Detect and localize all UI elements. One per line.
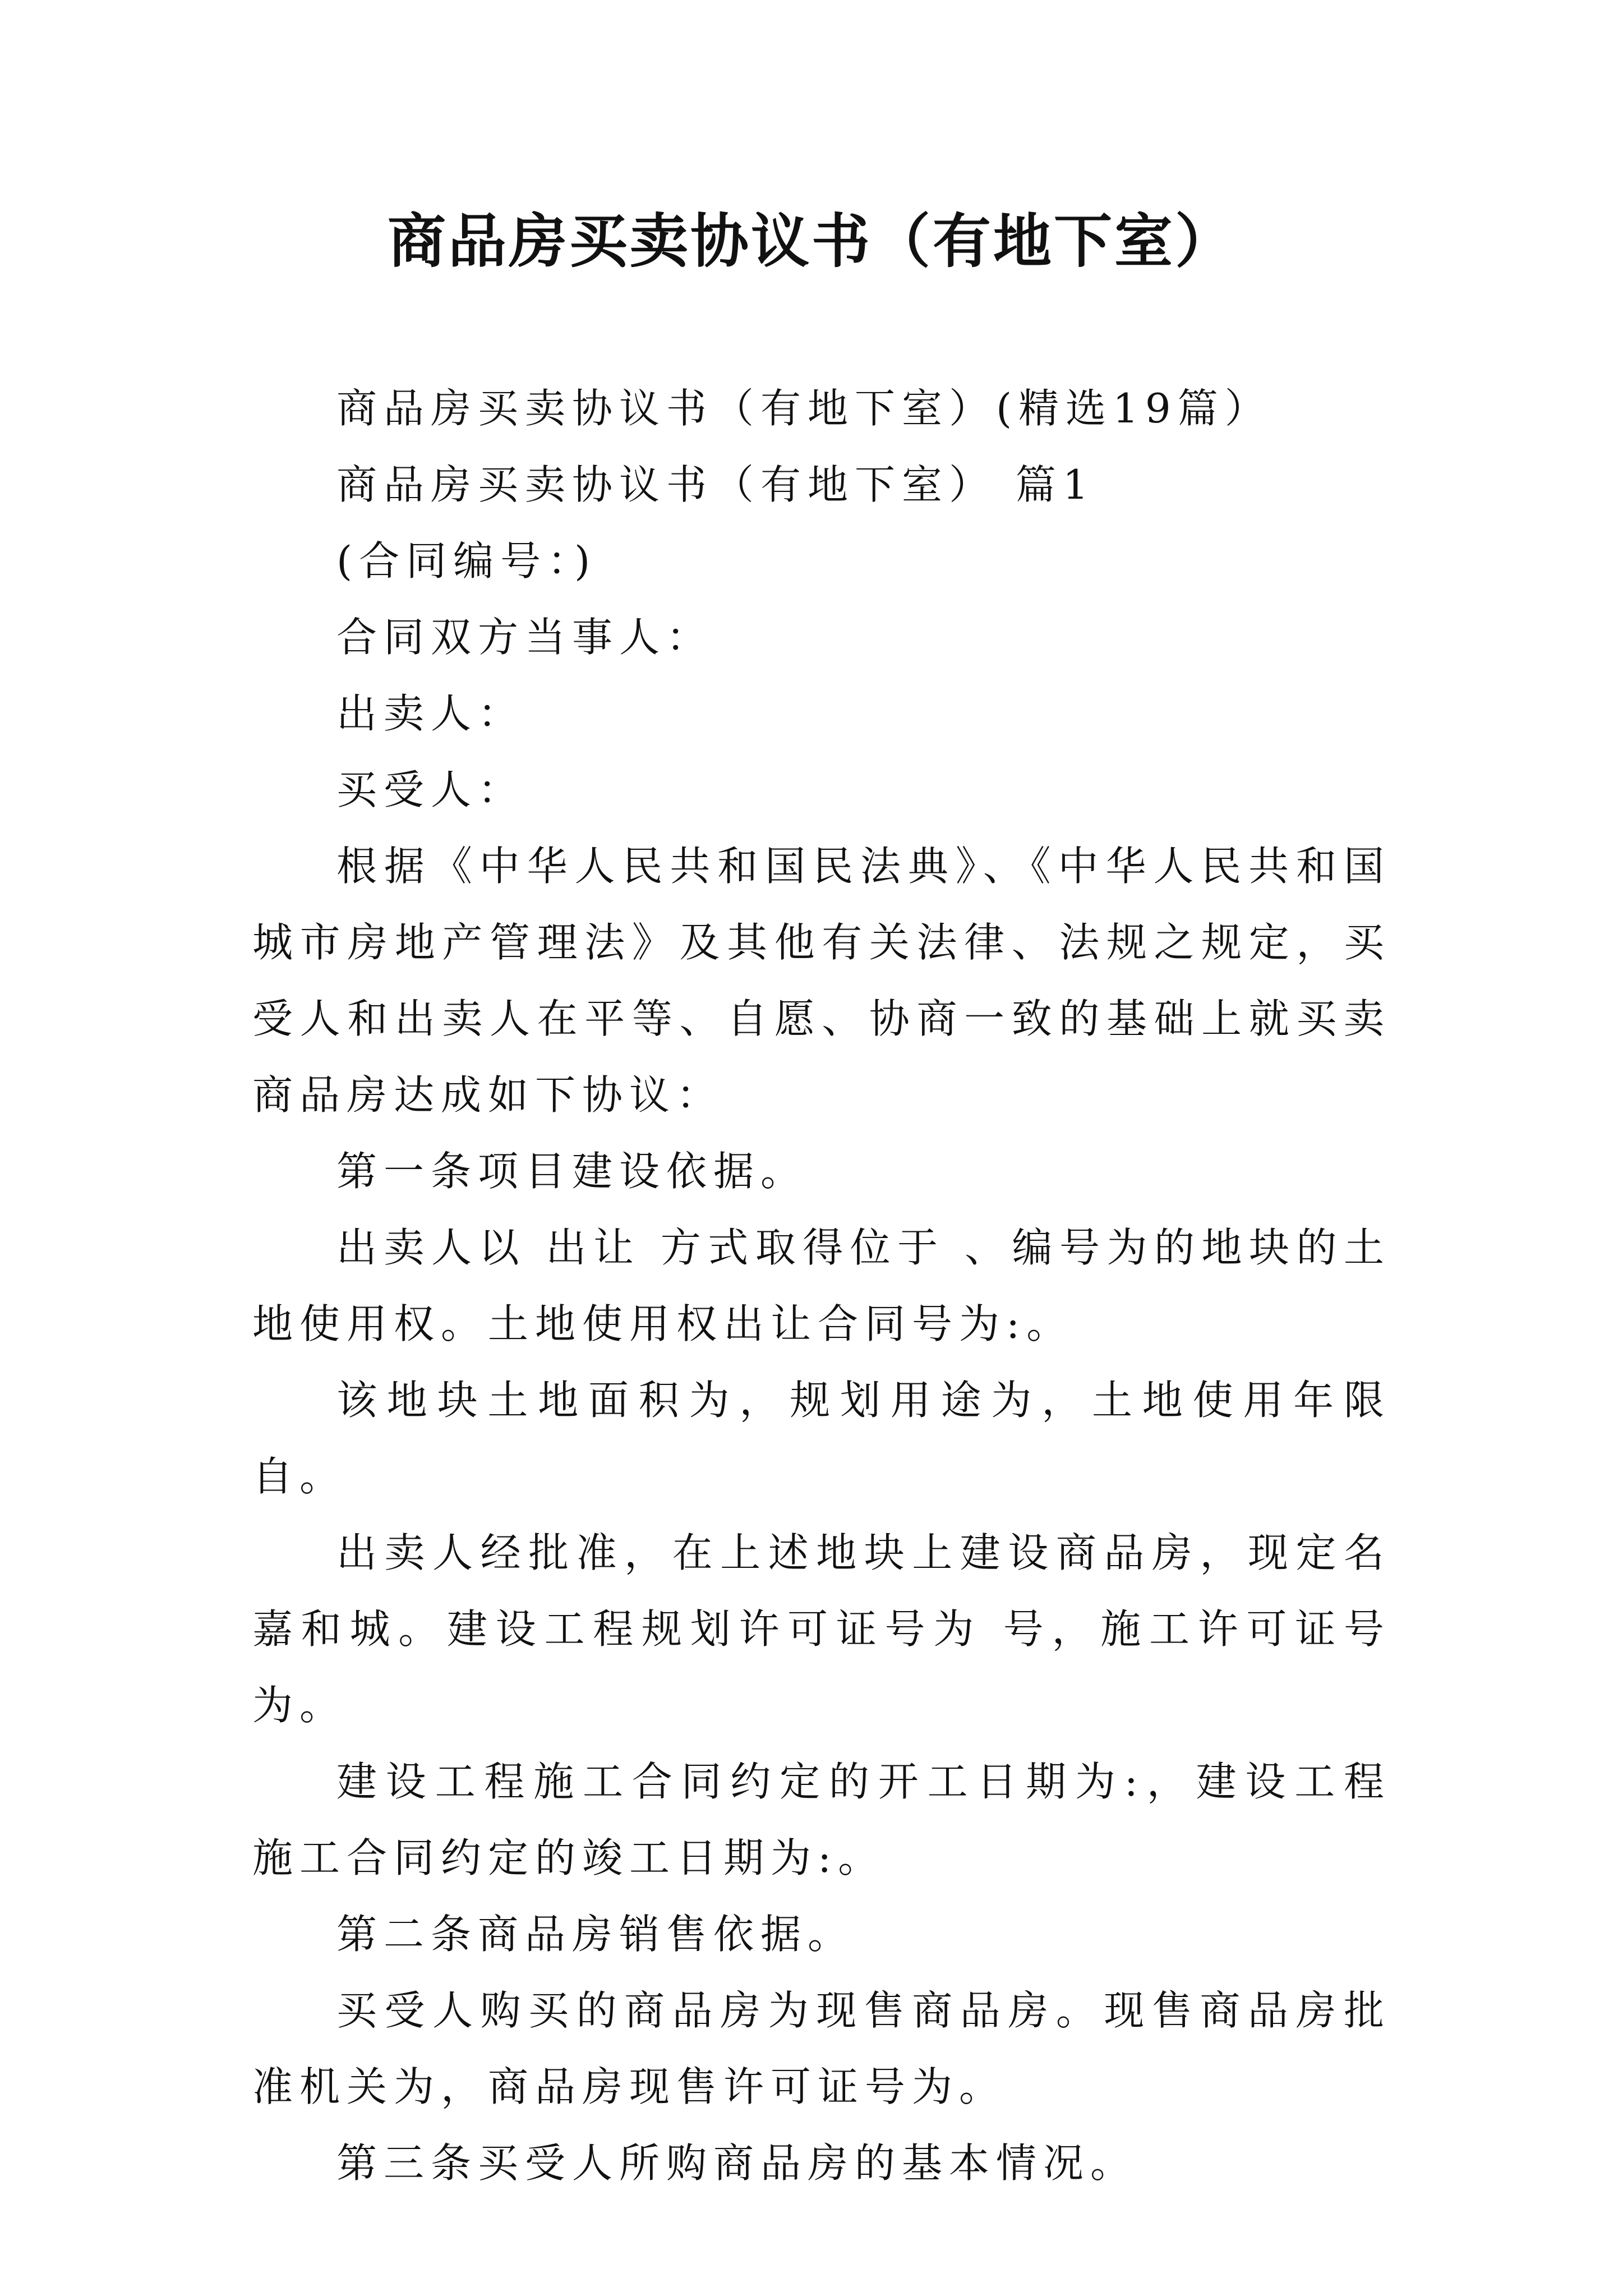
paragraph-section-heading: 商品房买卖协议书（有地下室） 篇1 [336,461,1095,508]
paragraph-land-use-right: 出卖人以 出让 方式取得位于 、编号为的地块的土地使用权。土地使用权出让合同号为:。 [252,1224,1391,1347]
paragraph-land-area: 该地块土地面积为，规划用途为，土地使用年限自。 [252,1377,1391,1500]
paragraph-construction-approval: 出卖人经批准，在上述地块上建设商品房，现定名 嘉和城。建设工程规划许可证号为 号，施工许可证号为。 [252,1529,1391,1729]
paragraph-collection-title: 商品房买卖协议书（有地下室）(精选19篇） [336,385,1272,432]
paragraph-seller: 出卖人： [336,690,525,737]
document-title: 商品房买卖协议书（有地下室） [387,206,1235,275]
document-body [252,370,1391,2201]
paragraph-sales-permit: 买受人购买的商品房为现售商品房。现售商品房批准机关为，商品房现售许可证号为。 [252,1987,1391,2110]
paragraph-contract-number: (合同编号：) [336,537,597,585]
paragraph-article-3-heading: 第三条买受人所购商品房的基本情况。 [336,2139,1138,2187]
paragraph-construction-dates: 建设工程施工合同约定的开工日期为:，建设工程施工合同约定的竣工日期为:。 [252,1758,1391,1881]
paragraph-parties-heading: 合同双方当事人： [336,614,714,661]
paragraph-buyer: 买受人： [336,766,525,813]
paragraph-article-2-heading: 第二条商品房销售依据。 [336,1911,855,1958]
paragraph-legal-basis: 根据《中华人民共和国民法典》、《中华人民共和国城市房地产管理法》及其他有关法律、法规之规定，买受人和出卖人在平等、自愿、协商一致的基础上就买卖商品房达成如下协议： [252,843,1391,1119]
paragraph-article-1-heading: 第一条项目建设依据。 [336,1148,808,1195]
